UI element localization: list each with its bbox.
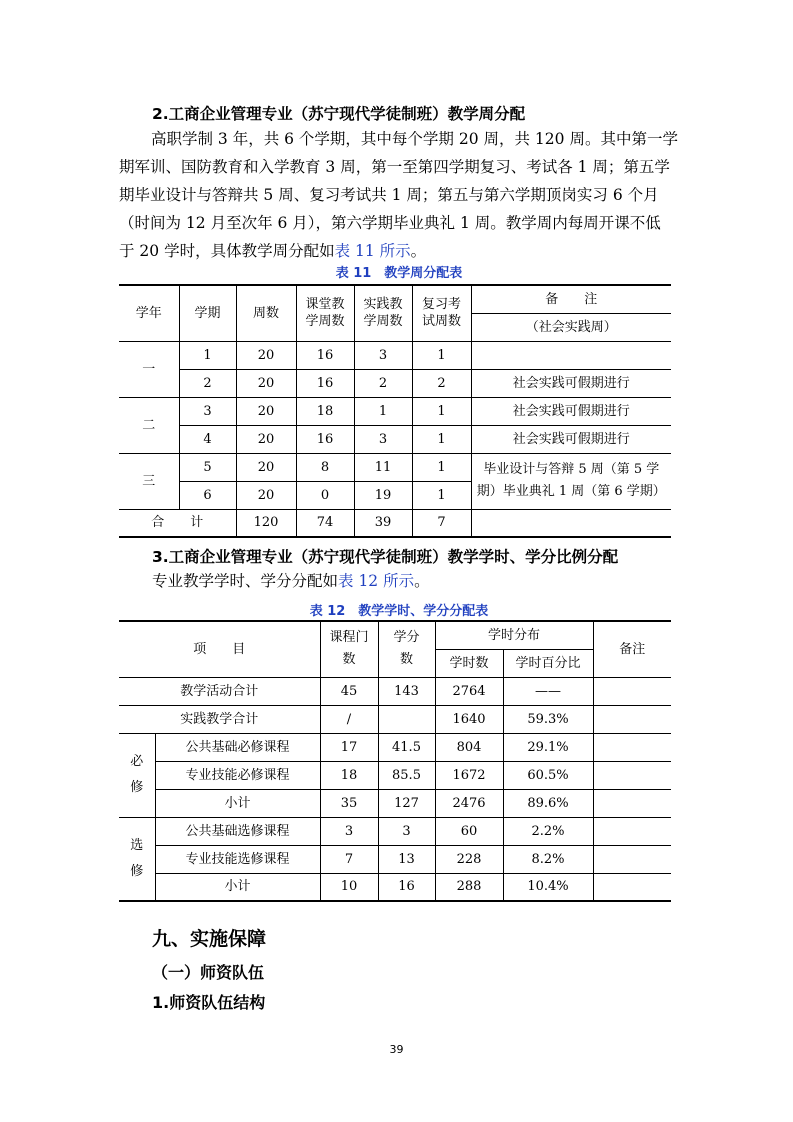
hours-cell: 1640 — [435, 705, 503, 733]
credits-cell: 85.5 — [378, 761, 435, 789]
table-11-reference-link[interactable]: 表 11 所示 — [334, 242, 411, 260]
year-cell: 一 — [119, 341, 179, 397]
table-row — [119, 705, 671, 733]
paragraph-line: 期军训、国防教育和入学教育 3 周，第一至第四学期复习、考试各 1 周；第五学 — [119, 158, 670, 176]
text: 修 — [130, 863, 144, 879]
table-row — [119, 453, 671, 481]
text: 。 — [414, 572, 430, 590]
text: 数 — [399, 652, 413, 668]
weeks-cell: 20 — [236, 453, 296, 481]
practice-cell: 1 — [354, 397, 412, 425]
header-item: 项 目 — [119, 621, 320, 677]
item-cell: 小计 — [155, 873, 320, 901]
class-cell: 8 — [296, 453, 354, 481]
text: 期）毕业典礼 1 周（第 6 学期） — [476, 484, 666, 499]
term-cell: 1 — [179, 341, 236, 369]
header-percent: 学时百分比 — [503, 649, 593, 677]
percent-cell: 89.6% — [503, 789, 593, 817]
text: 试周数 — [421, 314, 461, 330]
text: 学周数 — [363, 314, 403, 330]
table-12-hours-credits — [119, 620, 671, 902]
text: 选 — [130, 837, 144, 853]
remark-cell — [593, 705, 671, 733]
table-12-caption: 表 12 教学学时、学分分配表 — [309, 604, 489, 619]
class-cell: 16 — [296, 341, 354, 369]
review-cell: 2 — [412, 369, 471, 397]
hours-cell: 228 — [435, 845, 503, 873]
practice-cell: 19 — [354, 481, 412, 509]
table-row — [119, 397, 671, 425]
remark-cell: 社会实践可假期进行 — [471, 369, 671, 397]
credits-cell: 41.5 — [378, 733, 435, 761]
class-cell: 18 — [296, 397, 354, 425]
hours-cell: 1672 — [435, 761, 503, 789]
remark-cell — [593, 817, 671, 845]
term-cell: 3 — [179, 397, 236, 425]
item-cell: 教学活动合计 — [119, 677, 320, 705]
practice-cell: 3 — [354, 425, 412, 453]
remark-cell — [593, 873, 671, 901]
total-weeks: 120 — [236, 509, 296, 537]
paragraph-line — [119, 237, 679, 265]
year-cell: 三 — [119, 453, 179, 509]
item-cell: 专业技能选修课程 — [155, 845, 320, 873]
remark-cell — [471, 453, 671, 509]
remark-cell — [593, 845, 671, 873]
percent-cell: 8.2% — [503, 845, 593, 873]
practice-cell: 3 — [354, 341, 412, 369]
header-courses — [320, 621, 378, 677]
chapter-9-heading: 九、实施保障 — [152, 928, 267, 950]
required-group-label — [119, 733, 155, 817]
weeks-cell: 20 — [236, 341, 296, 369]
weeks-cell: 20 — [236, 425, 296, 453]
courses-cell: 10 — [320, 873, 378, 901]
table-row — [119, 369, 671, 397]
header-remark: 备注 — [593, 621, 671, 677]
term-cell: 4 — [179, 425, 236, 453]
section-3-heading: 3.工商企业管理专业（苏宁现代学徒制班）教学学时、学分比例分配 — [152, 548, 619, 566]
table-row — [119, 817, 671, 845]
item-cell: 小计 — [155, 789, 320, 817]
header-review-weeks — [412, 285, 471, 341]
text: 实践教 — [363, 297, 403, 313]
practice-cell: 11 — [354, 453, 412, 481]
text: 计 — [190, 515, 204, 531]
courses-cell: 7 — [320, 845, 378, 873]
review-cell: 1 — [412, 425, 471, 453]
courses-cell: / — [320, 705, 378, 733]
review-cell: 1 — [412, 341, 471, 369]
section-2-paragraph — [119, 125, 679, 265]
class-cell: 16 — [296, 369, 354, 397]
credits-cell: 143 — [378, 677, 435, 705]
header-weeks: 周数 — [236, 285, 296, 341]
percent-cell: —— — [503, 677, 593, 705]
text: 数 — [342, 652, 356, 668]
header-class-weeks — [296, 285, 354, 341]
header-term: 学期 — [179, 285, 236, 341]
section-2-heading: 2.工商企业管理专业（苏宁现代学徒制班）教学周分配 — [152, 105, 526, 123]
review-cell: 1 — [412, 453, 471, 481]
table-row — [119, 789, 671, 817]
courses-cell: 35 — [320, 789, 378, 817]
text: 课程门 — [329, 630, 369, 646]
item-cell: 公共基础必修课程 — [155, 733, 320, 761]
remark-cell: 社会实践可假期进行 — [471, 397, 671, 425]
subsection-heading: （一）师资队伍 — [152, 963, 265, 982]
courses-cell: 3 — [320, 817, 378, 845]
paragraph-line: 高职学制 3 年，共 6 个学期，其中每个学期 20 周，共 120 周。其中第一学 — [151, 130, 678, 148]
year-cell: 二 — [119, 397, 179, 453]
weeks-cell: 20 — [236, 397, 296, 425]
total-review: 7 — [412, 509, 471, 537]
remark-cell — [593, 761, 671, 789]
review-cell: 1 — [412, 481, 471, 509]
item-cell: 公共基础选修课程 — [155, 817, 320, 845]
remark-cell — [593, 677, 671, 705]
item-cell: 专业技能必修课程 — [155, 761, 320, 789]
header-practice-weeks — [354, 285, 412, 341]
text: 于 20 学时，具体教学周分配如 — [119, 242, 335, 260]
hours-cell: 60 — [435, 817, 503, 845]
term-cell: 2 — [179, 369, 236, 397]
hours-cell: 2476 — [435, 789, 503, 817]
remark-cell — [471, 341, 671, 369]
weeks-cell: 20 — [236, 481, 296, 509]
text: 。 — [410, 242, 427, 260]
table-row — [119, 733, 671, 761]
text: 学分 — [393, 630, 420, 646]
table-11-week-allocation — [119, 284, 671, 538]
table-row — [119, 425, 671, 453]
table-row — [119, 873, 671, 901]
practice-cell: 2 — [354, 369, 412, 397]
header-hours: 学时数 — [435, 649, 503, 677]
text: 学周数 — [305, 314, 345, 330]
text: 专业教学学时、学分分配如 — [152, 572, 339, 590]
term-cell: 6 — [179, 481, 236, 509]
total-label — [119, 509, 236, 537]
table-row — [119, 761, 671, 789]
percent-cell: 59.3% — [503, 705, 593, 733]
weeks-cell: 20 — [236, 369, 296, 397]
credits-cell: 16 — [378, 873, 435, 901]
term-cell: 5 — [179, 453, 236, 481]
text: 课堂教 — [305, 297, 345, 313]
review-cell: 1 — [412, 397, 471, 425]
text: 复习考 — [421, 297, 461, 313]
total-class: 74 — [296, 509, 354, 537]
hours-cell: 2764 — [435, 677, 503, 705]
section-3-paragraph — [152, 567, 430, 595]
total-practice: 39 — [354, 509, 412, 537]
remark-cell — [593, 789, 671, 817]
percent-cell: 60.5% — [503, 761, 593, 789]
table-12-reference-link[interactable]: 表 12 所示 — [338, 572, 415, 590]
header-hours-distribution: 学时分布 — [435, 621, 593, 649]
percent-cell: 29.1% — [503, 733, 593, 761]
percent-cell: 2.2% — [503, 817, 593, 845]
courses-cell: 17 — [320, 733, 378, 761]
credits-cell — [378, 705, 435, 733]
table-11-caption: 表 11 教学周分配表 — [335, 266, 463, 281]
elective-group-label — [119, 817, 155, 901]
header-credits — [378, 621, 435, 677]
credits-cell: 13 — [378, 845, 435, 873]
total-remark — [471, 509, 671, 537]
credits-cell: 3 — [378, 817, 435, 845]
header-year: 学年 — [119, 285, 179, 341]
subsection-heading: 1.师资队伍结构 — [152, 993, 266, 1012]
page-number: 39 — [389, 1043, 404, 1056]
class-cell: 0 — [296, 481, 354, 509]
text: 合 — [151, 515, 165, 531]
percent-cell: 10.4% — [503, 873, 593, 901]
text: 毕业设计与答辩 5 周（第 5 学 — [483, 462, 660, 477]
text: 修 — [130, 780, 144, 795]
table-row — [119, 341, 671, 369]
header-remark-sub: （社会实践周） — [471, 313, 671, 341]
paragraph-line: （时间为 12 月至次年 6 月），第六学期毕业典礼 1 周。教学周内每周开课不低 — [119, 214, 661, 232]
header-remark: 备 注 — [471, 285, 671, 313]
remark-cell — [593, 733, 671, 761]
hours-cell: 804 — [435, 733, 503, 761]
class-cell: 16 — [296, 425, 354, 453]
hours-cell: 288 — [435, 873, 503, 901]
paragraph-line: 期毕业设计与答辩共 5 周、复习考试共 1 周；第五与第六学期顶岗实习 6 个月 — [119, 186, 659, 204]
text: 必 — [130, 754, 144, 769]
table-row — [119, 677, 671, 705]
table-row — [119, 845, 671, 873]
courses-cell: 45 — [320, 677, 378, 705]
item-cell: 实践教学合计 — [119, 705, 320, 733]
courses-cell: 18 — [320, 761, 378, 789]
remark-cell: 社会实践可假期进行 — [471, 425, 671, 453]
table-total-row — [119, 509, 671, 537]
credits-cell: 127 — [378, 789, 435, 817]
